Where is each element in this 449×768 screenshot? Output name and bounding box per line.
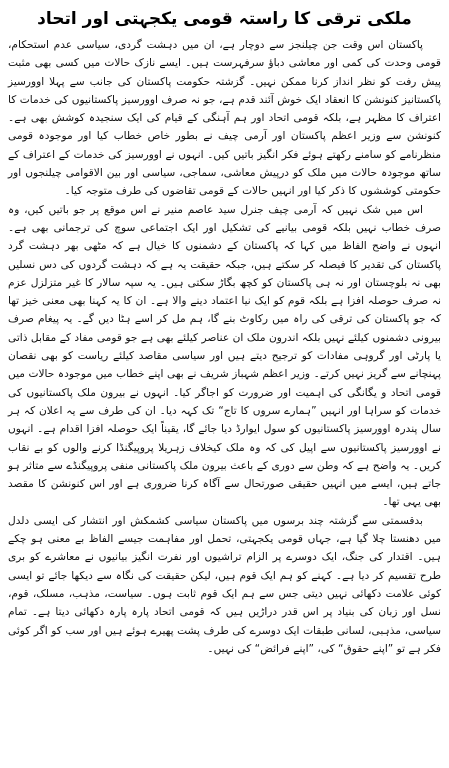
article-paragraph-3: بدقسمتی سے گزشتہ چند برسوں میں پاکستان سیاسی کشمکش اور انتشار کی ایسی دلدل میں دھنستا چلا گیا ہے، جہاں قومی یکجہتی، تحمل اور مفاہمت جیسے الفاظ بے معنی ہو چکے ہیں۔ اقتدار کی جنگ، ایک دوسرے پر الزام تراشیوں اور نفرت انگیز بیانیوں نے معاشرے کو بری طرح تقسیم کر دیا ہے۔ کہنے کو ہم ایک قوم ہیں، لیکن حقیقت کی نگاہ سے دیکھا جائے تو ایسی کوئی علامت دکھائی نہیں دیتی جس سے ہم ایک قوم ثابت ہوں۔ سیاست، مذہب، مسلک، قوم، نسل اور زبان کی بنیاد پر اس قدر دراڑیں ہیں کہ قومی اتحاد پارہ پارہ دکھائی دیتا ہے۔ تمام سیاسی، مذہبی، لسانی طبقات ایک دوسرے کی طرف پشت پھیرے ہوئے ہیں اور سب کو اگر کوئی فکر ہے تو ”اپنے حقوق“ کی، ”اپنے فرائض“ کی نہیں۔ — [8, 514, 441, 655]
article-paragraph-2: اس میں شک نہیں کہ آرمی چیف جنرل سید عاصم منیر نے اس موقع پر جو باتیں کیں، وہ صرف خطاب نہیں بلکہ قومی بیانیے کی تشکیل اور ایک اجتماعی سوچ کی ترجمانی بھی ہے۔ انہوں نے واضح الفاظ میں کہا کہ پاکستان کے دشمنوں کا خیال ہے کہ مٹھی بھر دہشت گرد پاکستان کی تقدیر کا فیصلہ کر سکتے ہیں، جبکہ حقیقت یہ ہے کہ دہشت گردوں کی دس نسلیں بھی نہ بلوچستان اور نہ ہی پاکستان کو کچھ بگاڑ سکتی ہیں۔ یہ سپہ سالار کا غیر متزلزل عزم نہ صرف حوصلہ افزا ہے بلکہ قوم کو ایک نیا اعتماد دینے والا ہے۔ ان کا یہ کہنا بھی معنی خیز تھا کہ جو پاکستان کی ترقی کی راہ میں رکاوٹ بنے گا، ہم مل کر اسے ہٹا دیں گے۔ یہ پیغام صرف بیرونی دشمنوں کیلئے نہیں بلکہ اندرون ملک ان عناصر کیلئے بھی ہے جو قومی مفاد کے مقابل ذاتی یا پارٹی اور گروہی مفادات کو ترجیح دیتے ہیں اور سیاسی مقاصد کیلئے ریاست کو بھی نقصان پہنچانے سے گریز نہیں کرتے۔ وزیر اعظم شہباز شریف نے بھی اپنے خطاب میں موجودہ حالات میں قومی اتحاد و یگانگی کی اہمیت اور ضرورت کو اجاگر کیا۔ انہوں نے بیرون ملک پاکستانیوں کی خدمات کو سراہا اور انہیں ”ہمارے سروں کا تاج“ تک کہہ دیا۔ ان کی طرف سے یہ اعلان کہ ہر سال پندرہ اوورسیز پاکستانیوں کو سول ایوارڈ دیا جائے گا، یقیناً ایک حوصلہ افزا اقدام ہے۔ انہوں نے اوورسیز پاکستانیوں سے اپیل کی کہ وہ ملک کیخلاف زہریلا پروپیگنڈا کرنے والوں کو بے نقاب کریں۔ یہ واضح ہے کہ وطن سے دوری کے باعث بیرون ملک پاکستانی منفی پروپیگنڈے سے متاثر ہو جاتے ہیں، ایسے میں انہیں حقیقی صورتحال سے آگاہ کرنا ضروری ہے اور اس کنونشن کا مقصد بھی یہی تھا۔ — [8, 203, 441, 509]
article-headline: ملکی ترقی کا راستہ قومی یکجہتی اور اتحاد — [37, 9, 412, 29]
article-paragraph-1: پاکستان اس وقت جن چیلنجز سے دوچار ہے، ان میں دہشت گردی، سیاسی عدم استحکام، قومی وحدت کی کمی اور معاشی دباؤ سرفہرست ہیں۔ ایسے نازک حالات میں کسی بھی مثبت پیش رفت کو نظر انداز کرنا ممکن نہیں۔ گزشتہ حکومت پاکستان کی جانب سے پہلا اوورسیز پاکستانیز کنونشن کا انعقاد ایک خوش آئند قدم ہے، جو نہ صرف اوورسیز پاکستانیوں کی خدمات کا اعتراف کا مظہر ہے، بلکہ قومی اتحاد اور ہم آہنگی کے قیام کی ایک سنجیدہ کوشش بھی ہے۔ کنونشن سے وزیر اعظم پاکستان اور آرمی چیف نے بطور خاص خطاب کیا اور موجودہ قومی منظرنامے کو سامنے رکھتے ہوئے فکر انگیز باتیں کیں۔ انہوں نے اوورسیز کی خدمات کے اعتراف کے ساتھ موجودہ حالات میں ملک کو درپیش معاشی، سماجی، سیاسی اور بین الاقوامی چیلنجوں اور حکومتی کوششوں کا ذکر کیا اور انہیں حالات کے قومی تقاضوں کی طرف متوجہ کیا۔ — [8, 39, 441, 198]
article-body — [8, 36, 441, 658]
